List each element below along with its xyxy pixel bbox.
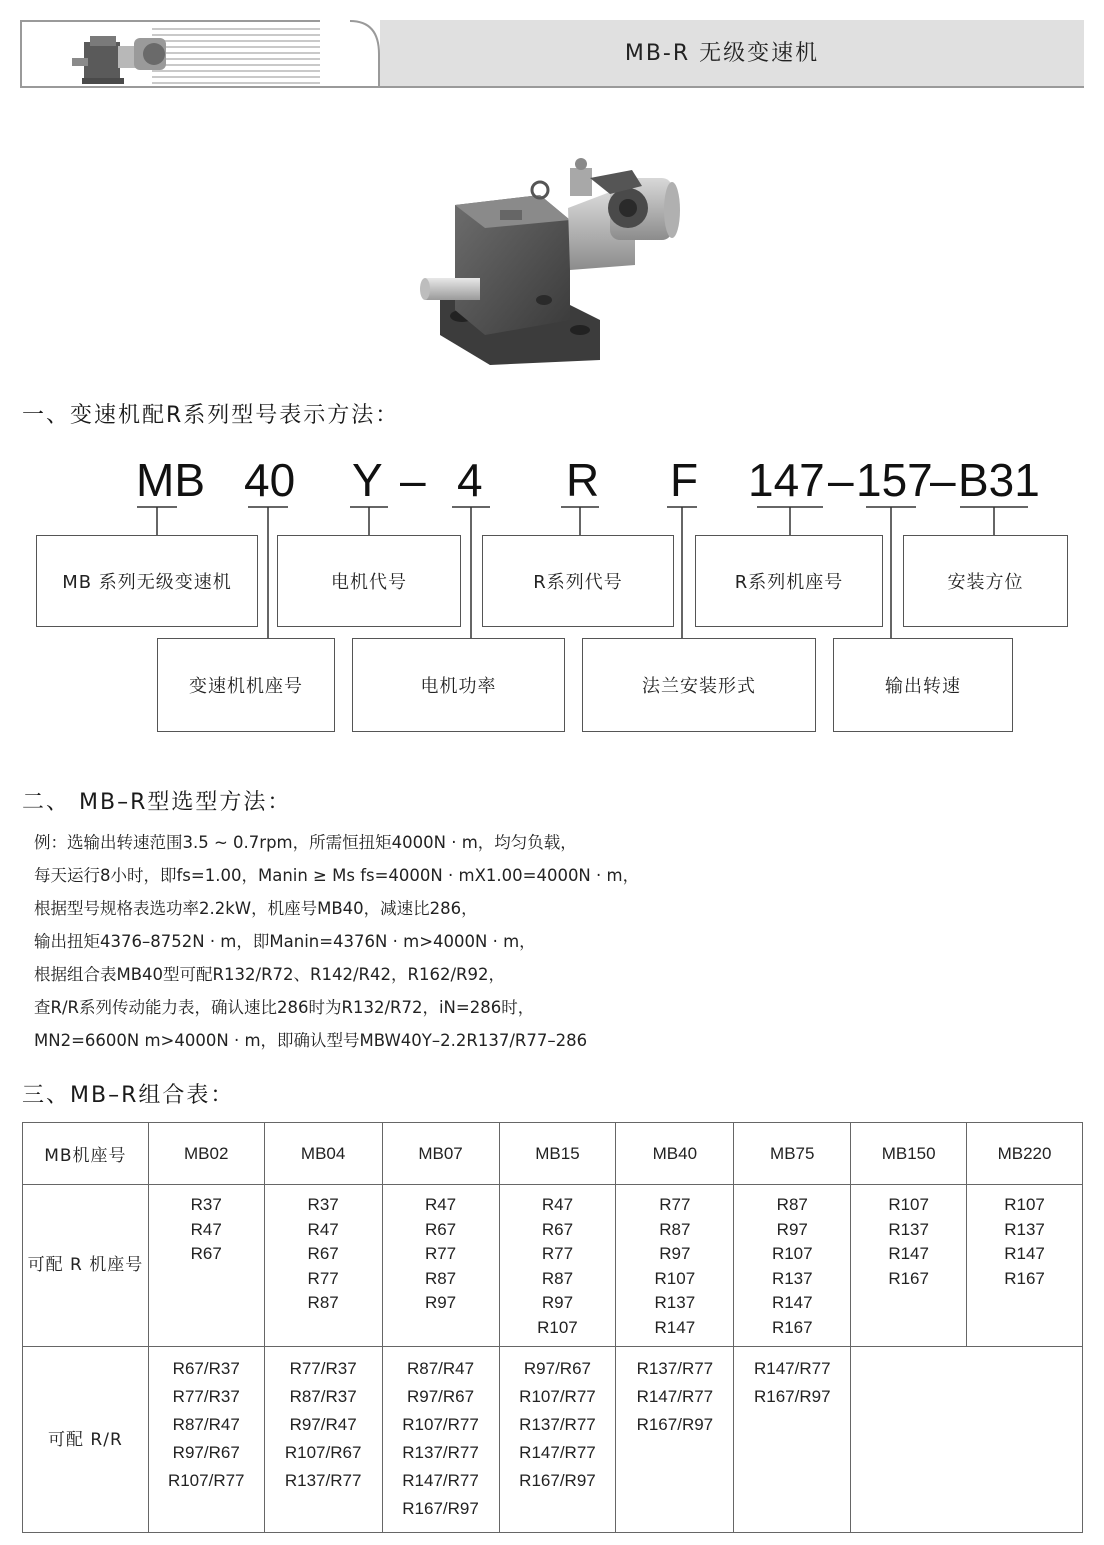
rr-combo-item: R107/R77 (167, 1471, 245, 1490)
table-cell-empty (851, 1347, 1083, 1533)
rr-combo-item: R77/R37 (289, 1359, 357, 1378)
page-header (20, 20, 1084, 88)
column-header: MB15 (499, 1123, 616, 1185)
r-frame-item: R137 (654, 1293, 696, 1312)
r-frame-item: R87 (424, 1268, 457, 1288)
r-frame-item: R77 (424, 1244, 457, 1263)
table-cell (264, 1185, 382, 1347)
table-corner-label: MB机座号 (23, 1123, 149, 1185)
table-cell (734, 1347, 851, 1533)
code-speed: 157 (856, 454, 933, 506)
r-frame-item: R37 (307, 1195, 339, 1214)
r-frame-item: R97 (659, 1244, 691, 1263)
rr-combo-item: R167/R97 (519, 1471, 596, 1490)
code-separator: – (930, 454, 956, 506)
example-line: MN2=6600N m>4000N · m，即确认型号MBW40Y–2.2R137/R77–286 (34, 1031, 588, 1050)
rr-combo-item: R147/R77 (636, 1387, 714, 1406)
example-line: 每天运行8小时，即fs=1.00，Manin ≥ Ms fs=4000N · mX1.00=4000N · m， (34, 866, 640, 885)
table-cell (616, 1185, 734, 1347)
rr-combo-item: R137/R77 (636, 1359, 714, 1378)
rr-combo-item: R97/R67 (172, 1443, 240, 1462)
r-frame-item: R87 (307, 1293, 339, 1312)
r-frame-item: R87 (659, 1219, 691, 1239)
example-line: 输出扭矩4376–8752N · m，即Manin=4376N · m>4000N · m， (34, 932, 536, 951)
r-frame-item: R137 (1004, 1219, 1045, 1239)
r-frame-item: R97 (424, 1293, 457, 1312)
rr-combo-item: R87/R47 (406, 1359, 475, 1378)
code-mb: MB (136, 454, 205, 506)
r-frame-item: R67 (541, 1219, 574, 1239)
table-header-row (23, 1123, 1083, 1185)
rr-combo-item: R107/R77 (402, 1415, 479, 1434)
rr-combo-item: R87/R37 (289, 1387, 357, 1406)
table-cell (148, 1347, 264, 1533)
r-frame-item: R77 (307, 1268, 339, 1288)
r-frame-item: R37 (190, 1195, 222, 1214)
rr-combo-item: R107/R77 (519, 1387, 596, 1406)
rr-combo-item: R77/R37 (172, 1387, 240, 1406)
example-line: 例：选输出转速范围3.5 ~ 0.7rpm，所需恒扭矩4000N · m，均匀负载， (34, 833, 577, 852)
table-cell (382, 1347, 499, 1533)
r-frame-item: R167 (1004, 1268, 1045, 1288)
rr-combo-item: R137/R77 (284, 1471, 362, 1490)
column-header: MB75 (734, 1123, 851, 1185)
table-cell (499, 1347, 616, 1533)
section-1-title: 一、变速机配R系列型号表示方法： (22, 403, 400, 428)
table-cell (967, 1185, 1083, 1347)
selection-example (34, 826, 1074, 1057)
r-frame-item: R167 (771, 1317, 813, 1337)
r-frame-item: R97 (541, 1293, 574, 1312)
code-separator: – (828, 454, 854, 506)
r-frame-item: R77 (659, 1195, 691, 1214)
r-frame-item: R107 (771, 1244, 813, 1263)
example-line: 根据型号规格表选功率2.2kW，机座号MB40，减速比286， (34, 899, 478, 918)
table-cell (616, 1347, 734, 1533)
r-frame-item: R47 (190, 1219, 222, 1239)
label-mount-position: 安装方位 (903, 535, 1068, 627)
rr-combo-item: R67/R37 (172, 1359, 240, 1378)
code-motor: Y (352, 454, 383, 506)
code-power: 4 (457, 454, 483, 506)
rr-combo-item: R147/R77 (519, 1443, 596, 1462)
rr-combo-item: R87/R47 (172, 1415, 240, 1434)
page-title: MB-R 无级变速机 (624, 41, 820, 66)
label-mb-series: MB 系列无级变速机 (36, 535, 258, 627)
r-frame-item: R147 (1004, 1244, 1045, 1263)
section-3-title: 三、MB–R组合表： (22, 1083, 235, 1108)
row-label: 可配 R 机座号 (23, 1185, 149, 1347)
table-cell (499, 1185, 616, 1347)
column-header: MB07 (382, 1123, 499, 1185)
table-row-rr-combos (23, 1347, 1083, 1533)
section-2-title: 二、 MB–R型选型方法： (22, 790, 292, 815)
r-frame-item: R67 (190, 1244, 222, 1263)
rr-combo-item: R97/R67 (406, 1387, 475, 1406)
r-frame-item: R107 (888, 1195, 929, 1214)
label-flange-form: 法兰安装形式 (582, 638, 816, 732)
rr-combo-item: R97/R47 (289, 1415, 357, 1434)
r-frame-item: R67 (307, 1244, 339, 1263)
code-separator: – (400, 454, 426, 506)
r-frame-item: R97 (776, 1219, 808, 1239)
example-line: 查R/R系列传动能力表，确认速比286时为R132/R72，iN=286时， (34, 998, 535, 1017)
r-frame-item: R87 (541, 1268, 574, 1288)
label-output-speed: 输出转速 (833, 638, 1013, 732)
label-motor-code: 电机代号 (277, 535, 461, 627)
header-rule (20, 86, 1084, 88)
code-series: R (566, 454, 600, 506)
example-line: 根据组合表MB40型可配R132/R72、R142/R42，R162/R92， (34, 965, 505, 984)
r-frame-item: R77 (541, 1244, 574, 1263)
r-frame-item: R87 (776, 1195, 808, 1214)
r-frame-item: R147 (654, 1317, 696, 1337)
code-frame: 40 (244, 454, 296, 506)
r-frame-item: R107 (1004, 1195, 1045, 1214)
variator-gearbox-image (410, 150, 700, 370)
column-header: MB02 (148, 1123, 264, 1185)
table-cell (734, 1185, 851, 1347)
r-frame-item: R137 (771, 1268, 813, 1288)
rr-combo-item: R167/R97 (636, 1415, 714, 1434)
column-header: MB220 (967, 1123, 1083, 1185)
r-frame-item: R137 (888, 1219, 929, 1239)
table-cell (851, 1185, 967, 1347)
column-header: MB150 (851, 1123, 967, 1185)
r-frame-item: R167 (888, 1268, 929, 1288)
rr-combo-item: R107/R67 (284, 1443, 362, 1462)
r-frame-item: R47 (541, 1195, 574, 1214)
r-frame-item: R147 (888, 1244, 929, 1263)
label-r-series-code: R系列代号 (482, 535, 674, 627)
rr-combo-item: R137/R77 (519, 1415, 596, 1434)
r-frame-item: R47 (307, 1219, 339, 1239)
rr-combo-item: R147/R77 (753, 1359, 831, 1378)
r-frame-item: R107 (654, 1268, 696, 1288)
column-header: MB40 (616, 1123, 734, 1185)
label-motor-power: 电机功率 (352, 638, 565, 732)
combination-table (22, 1122, 1083, 1533)
table-row-r-frames (23, 1185, 1083, 1347)
gearbox-thumbnail-image (70, 24, 180, 88)
table-cell (264, 1347, 382, 1533)
r-frame-item: R147 (771, 1293, 813, 1312)
code-rframe: 147 (748, 454, 825, 506)
r-frame-item: R47 (424, 1195, 457, 1214)
code-mount: B31 (958, 454, 1040, 506)
header-thumbnail (20, 20, 350, 88)
rr-combo-item: R147/R77 (402, 1471, 479, 1490)
rr-combo-item: R137/R77 (402, 1443, 479, 1462)
rr-combo-item: R97/R67 (523, 1359, 591, 1378)
rr-combo-item: R167/R97 (753, 1387, 831, 1406)
label-variator-frame: 变速机机座号 (157, 638, 335, 732)
table-cell (382, 1185, 499, 1347)
r-frame-item: R67 (424, 1219, 457, 1239)
rr-combo-item: R167/R97 (402, 1499, 479, 1518)
r-frame-item: R107 (537, 1317, 578, 1337)
column-header: MB04 (264, 1123, 382, 1185)
row-label: 可配 R/R (23, 1347, 149, 1533)
table-cell (148, 1185, 264, 1347)
label-r-frame: R系列机座号 (695, 535, 883, 627)
code-flange: F (670, 454, 699, 506)
